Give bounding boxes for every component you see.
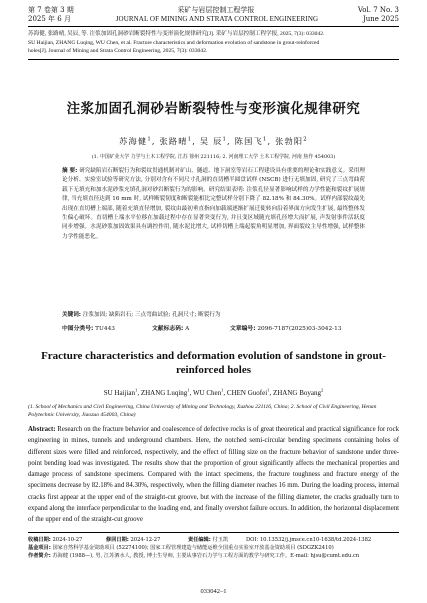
revised-date: 修回日期: 2024-12-27 xyxy=(106,537,161,543)
citation-en-line1: SU Haijian, ZHANG Luqing, WU Chen, et al. Fracture characteristics and deformation evolution of sandstone in grout-reinforced xyxy=(28,39,320,46)
abstract-cn-label: 摘 要: xyxy=(62,168,78,174)
footnotes xyxy=(28,536,399,560)
abstract-cn-text: 研究缺陷岩石断裂行为和裂纹贯通机制对矿山、隧道、地下洞室等岩石工程建设具有重要的理论和实践意义。采用理论分析、实验室试验等研究方法, 分别对含有不同尺寸孔洞的直切槽半圆盘试样 (NSCB) 进行无填加固, 研究了三点弯曲荷载下无填充和加水泥砂浆充填孔洞对砂岩断裂行为的影响。研究结果表明: 注浆孔径显著影响试样的力学性能和裂纹扩展规律, 当充填直径达到 16 mm 时, 试样断裂韧度和断裂能相比完整试样分别下降了 82.18% 和 84.30%。试样内部裂纹最先出现在直切槽上端部, 随着充填直径增加, 裂纹由最初垂直指向加载端逐渐扩展迁徙转向沿着界面方向发生扩展, 最终整体发生偏心破坏。直切槽上端水平位移在加载过程中存在显著突变行为, 并且变区域随充填孔径增大而扩展, 声发射事件活跃度同步增强。水泥砂浆加固效果具有调控作用, 随水泥比增大, 试样切槽上端起裂角明显增加, 界面裂纹主导性增强, 试样整体力学性能恶化。 xyxy=(62,168,365,240)
authors-en: SU Haijian$^1$, ZHANG Luqing$^1$, WU Chen$^1$, CHEN Guofei$^1$, ZHANG Boyang$^2$ xyxy=(103,387,324,397)
citation-rule xyxy=(28,59,399,60)
affiliation-cn: (1. 中国矿业大学 力学与土木工程学院, 江苏 徐州 221116; 2. 河南理工大学 土木工程学院, 河南 焦作 454003) xyxy=(91,154,336,160)
citation-block xyxy=(28,30,399,56)
affiliation-en: (1. School of Mechanics and Civil Engineering, China University of Mining and Technology, Xuzhou 221116, China; 2. School of Civil Engineering, Henan Polytechnic University, Jiaozuo 454003, China) xyxy=(28,404,377,418)
date-en: June 2025 xyxy=(362,15,399,23)
title-en: Fracture characteristics and deformation evolution of sandstone in grout-reinforced holes xyxy=(41,350,386,376)
title-cn: 注浆加固孔洞砂岩断裂特性与变形演化规律研究 xyxy=(66,102,361,117)
footnote-rule xyxy=(28,532,399,533)
author-cn: 苏海健$^1$ xyxy=(119,136,152,146)
fund-note: 基金项目: 国家自然科学基金资助项目 (52274100); 国家工程管理建造与储能运维全国重点实验室开放基金资助项目 (SDGZK2410) xyxy=(28,545,334,551)
abstract-en xyxy=(28,424,399,526)
journal-name-cn: 采矿与岩层控制工程学报 xyxy=(177,6,255,14)
author-en: ZHANG Luqing$^1$ xyxy=(140,387,190,397)
author-en: SU Haijian$^1$ xyxy=(103,387,138,397)
author-en: WU Chen$^1$ xyxy=(192,387,224,397)
abstract-en-text: Research on the fracture behavior and coalescence of defective rocks is of great theoretical and practical significance for rock engineering in mines, tunnels and underground chambers. Here, the notched semi-circular bending specimens containing holes of different sizes were filled and reinforced, respectively, and the effect of filling size on the fracture behavior of sandstone under three-point bending load was investigated. The results show that the proportion of grout significantly affects the mechanical properties and damage process of sandstone specimens. Compared with the intact specimens, the fracture toughness and fracture energy of the specimens decrease by 82.18% and 84.30%, respectively, when the filling diameter reaches 16 mm. During the loading process, internal cracks first appear at the upper end of the straight-cut groove, but with the increase of the filling diameter, the cracks gradually turn to expand along the interface perpendicular to the loading end, and finally overshot failure occurs. In addition, the horizontal displacement of the upper end of the straight-cut groove xyxy=(28,426,400,524)
author-en: ZHANG Boyang$^2$ xyxy=(272,387,324,397)
volume-en: Vol. 7 No. 3 xyxy=(357,6,399,14)
editor: 责任编辑: 付玉凯 xyxy=(188,537,229,543)
dates-row xyxy=(28,536,399,544)
author-cn: 陈国飞$^1$ xyxy=(234,136,268,146)
classification-line xyxy=(62,323,365,332)
keywords-cn-label: 关键词: xyxy=(62,312,82,318)
citation-en-line2: holes[J]. Journal of Mining and Strata Control Engineering, 2025, 7(3): 033042. xyxy=(28,48,208,55)
article-number: 文章编号: 2096-7187(2025)03-3042-13 xyxy=(230,326,342,332)
running-header xyxy=(28,6,399,24)
author-cn: 张勃阳$^2$ xyxy=(275,136,308,146)
journal-name-en: JOURNAL OF MINING AND STRATA CONTROL ENGINEERING xyxy=(115,15,319,23)
author-bio: 作者简介: 苏海健 (1988—), 男, 江苏泗水人, 教授, 博士生导师, 主要从事岩石力学与工程方面的教学与研究工作。E-mail: hjsu@cumt.edu.cn xyxy=(28,553,360,559)
author-cn: 吴 辰$^1$ xyxy=(199,136,228,146)
header-rule xyxy=(28,26,399,27)
abstract-en-label: Abstract: xyxy=(28,426,56,433)
author-en: CHEN Guofei$^1$ xyxy=(226,387,270,397)
citation-cn: 苏海健, 张路晴, 吴辰, 等. 注浆加固孔洞砂岩断裂特性与变形演化规律研究[J]. 采矿与岩层控制工程学报, 2025, 7(3): 033042. xyxy=(28,31,325,37)
clc-number: 中图分类号: TU443 xyxy=(62,326,115,332)
doi[interactable]: DOI: 10.13532/j.jmsce.cn10-1638/td.2024-1382 xyxy=(246,537,372,543)
page-number: 033042–1 xyxy=(200,588,227,595)
issue-cn: 第 7 卷第 3 期 xyxy=(28,6,74,14)
authors-cn: 苏海健$^1$, 张路晴$^1$, 吴 辰$^1$, 陈国飞$^1$, 张勃阳$^2$ xyxy=(119,136,308,146)
date-cn: 2025 年 6 月 xyxy=(28,15,71,23)
author-cn: 张路晴$^1$ xyxy=(159,136,193,146)
received-date: 收稿日期: 2024-10-27 xyxy=(28,537,83,543)
keywords-cn-text: 注浆加固; 缺陷岩石; 三点弯曲试验; 孔洞尺寸; 断裂行为 xyxy=(82,312,221,318)
keywords-cn xyxy=(62,310,365,318)
document-code: 文献标志码: A xyxy=(152,326,190,332)
abstract-cn xyxy=(62,167,365,242)
